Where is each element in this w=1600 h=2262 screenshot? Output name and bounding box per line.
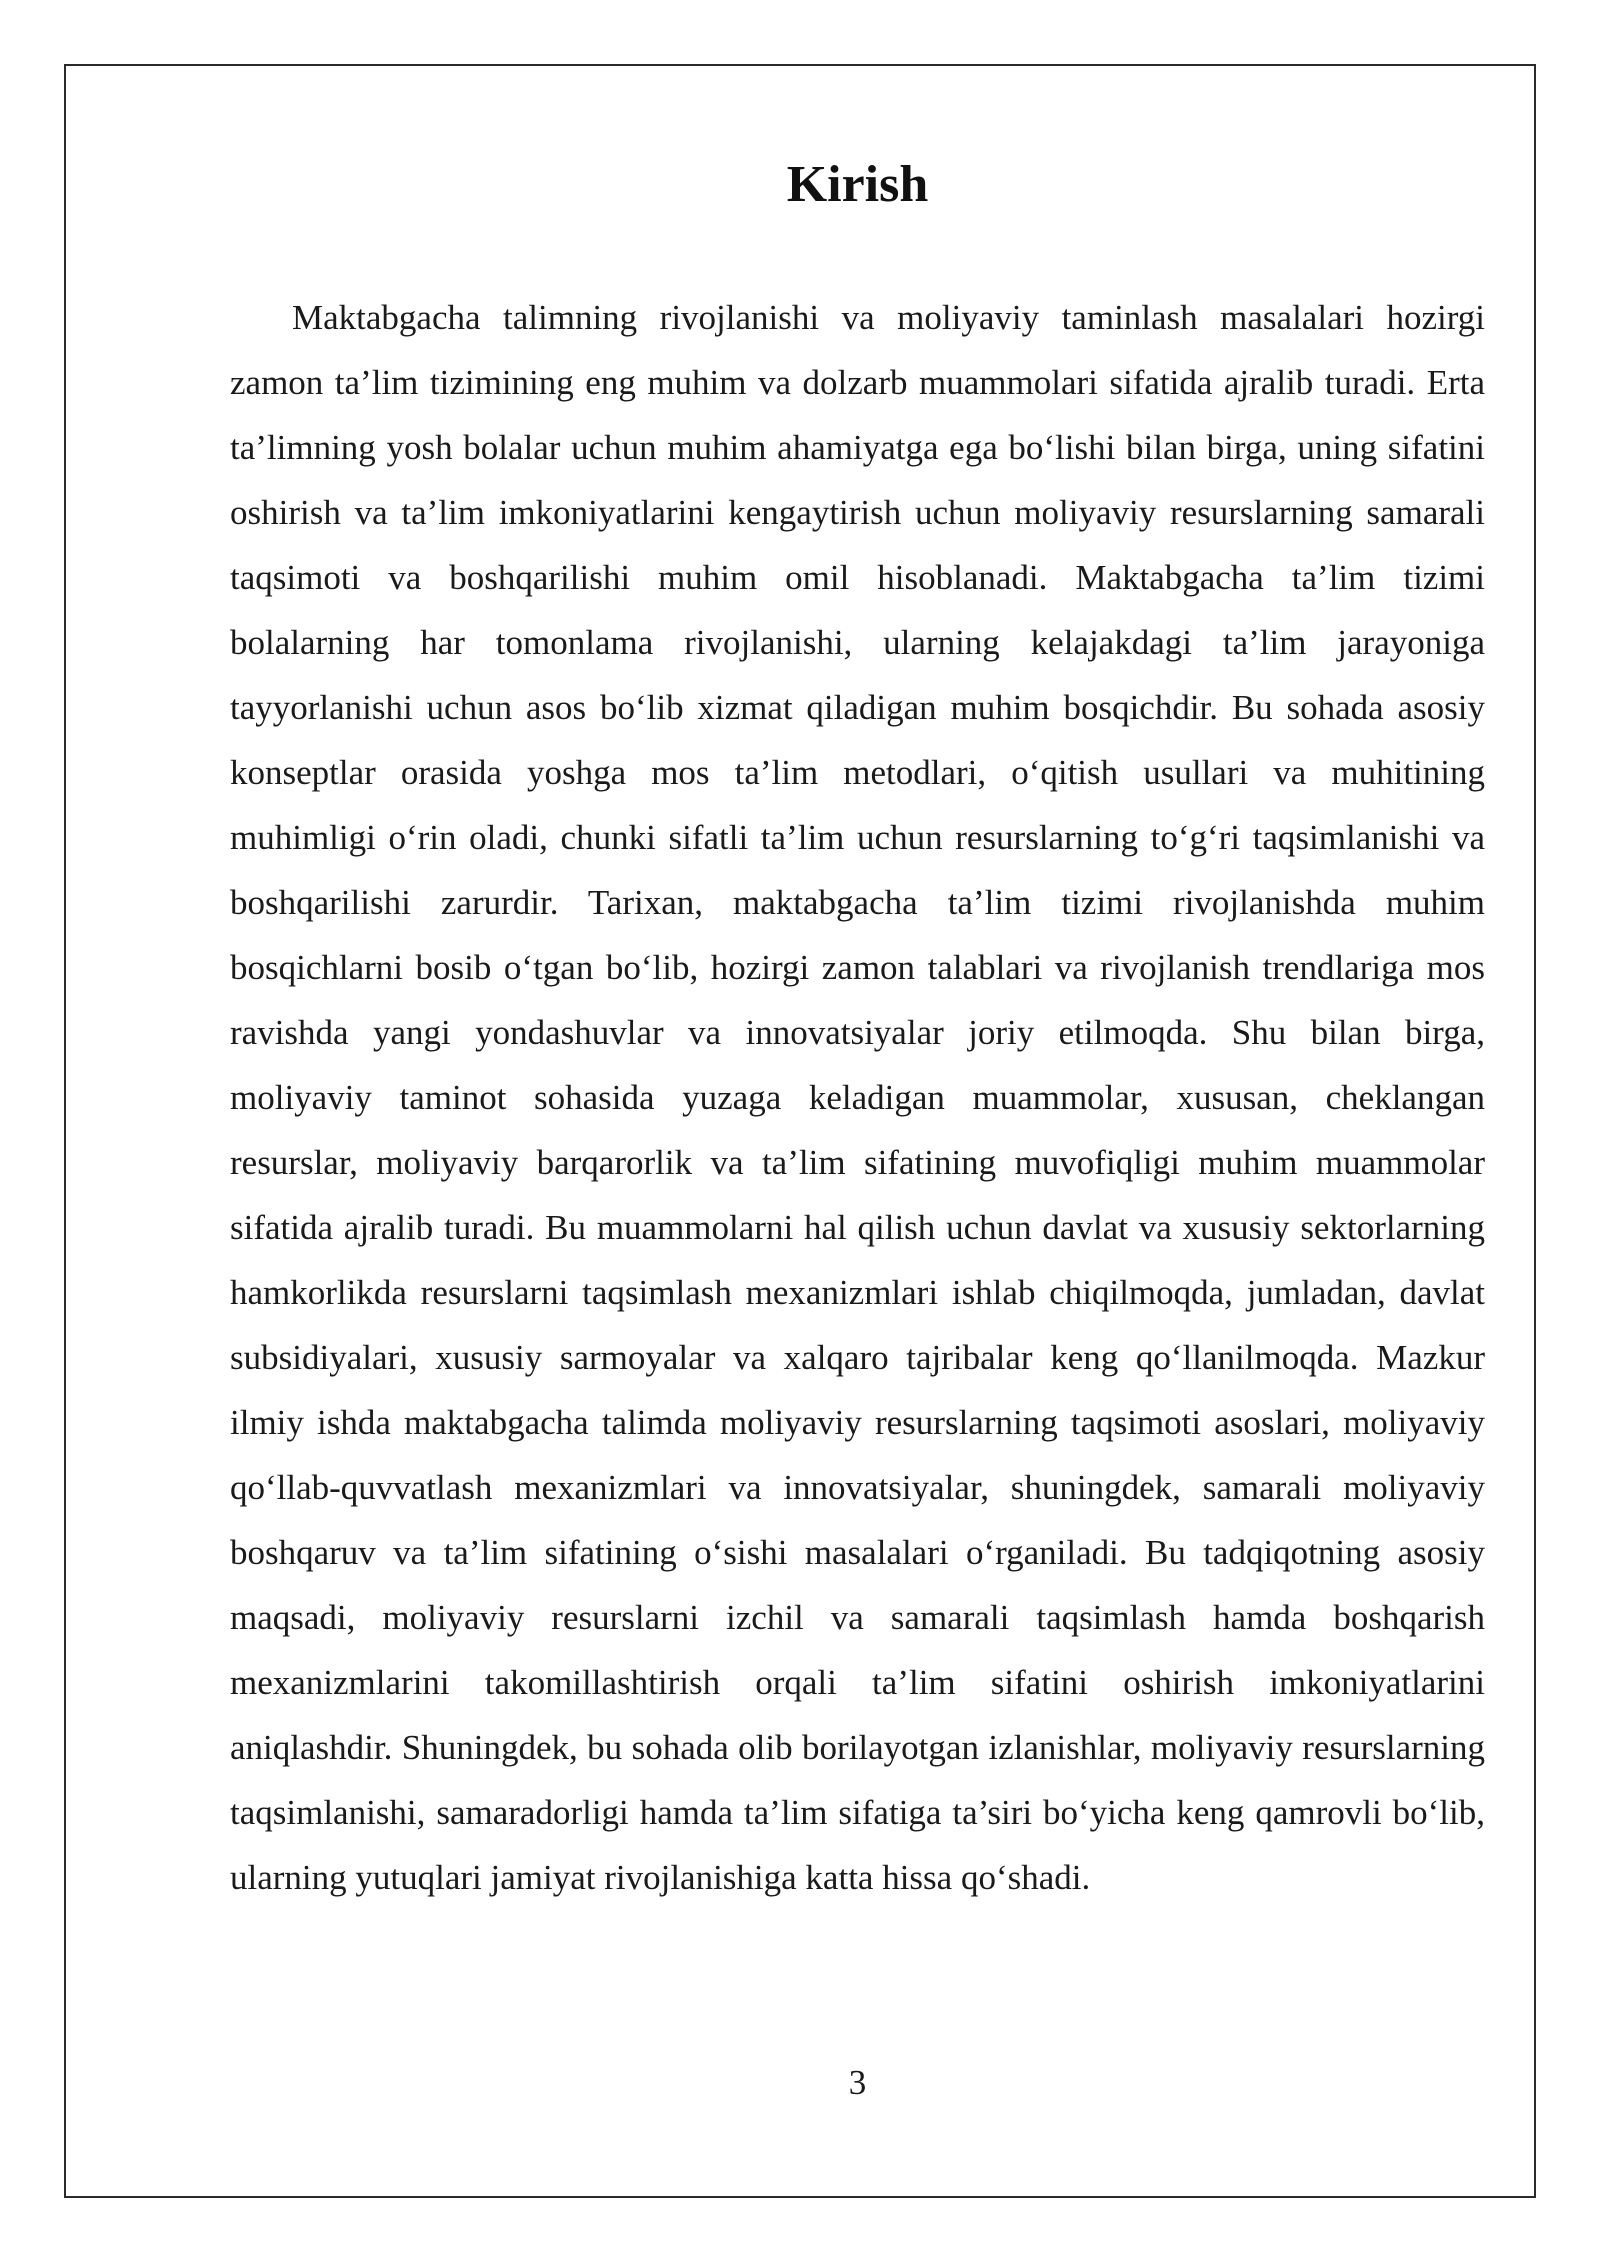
page-number: 3 [848, 2063, 867, 2102]
page-title: Kirish [786, 156, 929, 213]
body-paragraph: Maktabgacha talimning rivojlanishi va moliyaviy taminlash masalalari hozirgi zamon ta’lim tizimining eng muhim va dolzarb muammolari sifatida ajralib turadi. Erta ta’limning yosh bolalar uchun muhim ahamiyatga ega bo‘lishi bilan birga, uning sifatini oshirish va ta’lim imkoniyatlarini kengaytirish uchun moliyaviy resurslarning samarali taqsimoti va boshqarilishi muhim omil hisoblanadi. Maktabgacha ta’lim tizimi bolalarning har tomonlama rivojlanishi, ularning kelajakdagi ta’lim jarayoniga tayyorlanishi uchun asos bo‘lib xizmat qiladigan muhim bosqichdir. Bu sohada asosiy konseptlar orasida yoshga mos ta’lim metodlari, o‘qitish usullari va muhitining muhimligi o‘rin oladi, chunki sifatli ta’lim uchun resurslarning to‘g‘ri taqsimlanishi va boshqarilishi zarurdir. Tarixan, maktabgacha ta’lim tizimi rivojlanishda muhim bosqichlarni bosib o‘tgan bo‘lib, hozirgi zamon talablari va rivojlanish trendlariga mos ravishda yangi yondashuvlar va innovatsiyalar joriy etilmoqda. Shu bilan birga, moliyaviy taminot sohasida yuzaga keladigan muammolar, xususan, cheklangan resurslar, moliyaviy barqarorlik va ta’lim sifatining muvofiqligi muhim muammolar sifatida ajralib turadi. Bu muammolarni hal qilish uchun davlat va xususiy sektorlarning hamkorlikda resurslarni taqsimlash mexanizmlari ishlab chiqilmoqda, jumladan, davlat subsidiyalari, xususiy sarmoyalar va xalqaro tajribalar keng qo‘llanilmoqda. Mazkur ilmiy ishda maktabgacha talimda moliyaviy resurslarning taqsimoti asoslari, moliyaviy qo‘llab-quvvatlash mexanizmlari va innovatsiyalar, shuningdek, samarali moliyaviy boshqaruv va ta’lim sifatining o‘sishi masalalari o‘rganiladi. Bu tadqiqotning asosiy maqsadi, moliyaviy resurslarni izchil va samarali taqsimlash hamda boshqarish mexanizmlarini takomillashtirish orqali ta’lim sifatini oshirish imkoniyatlarini aniqlashdir. Shuningdek, bu sohada olib borilayotgan izlanishlar, moliyaviy resurslarning taqsimlanishi, samaradorligi hamda ta’lim sifatiga ta’siri bo‘yicha keng qamrovli bo‘lib, ularning yutuqlari jamiyat rivojlanishiga katta hissa qo‘shadi. [230, 298, 1485, 1897]
